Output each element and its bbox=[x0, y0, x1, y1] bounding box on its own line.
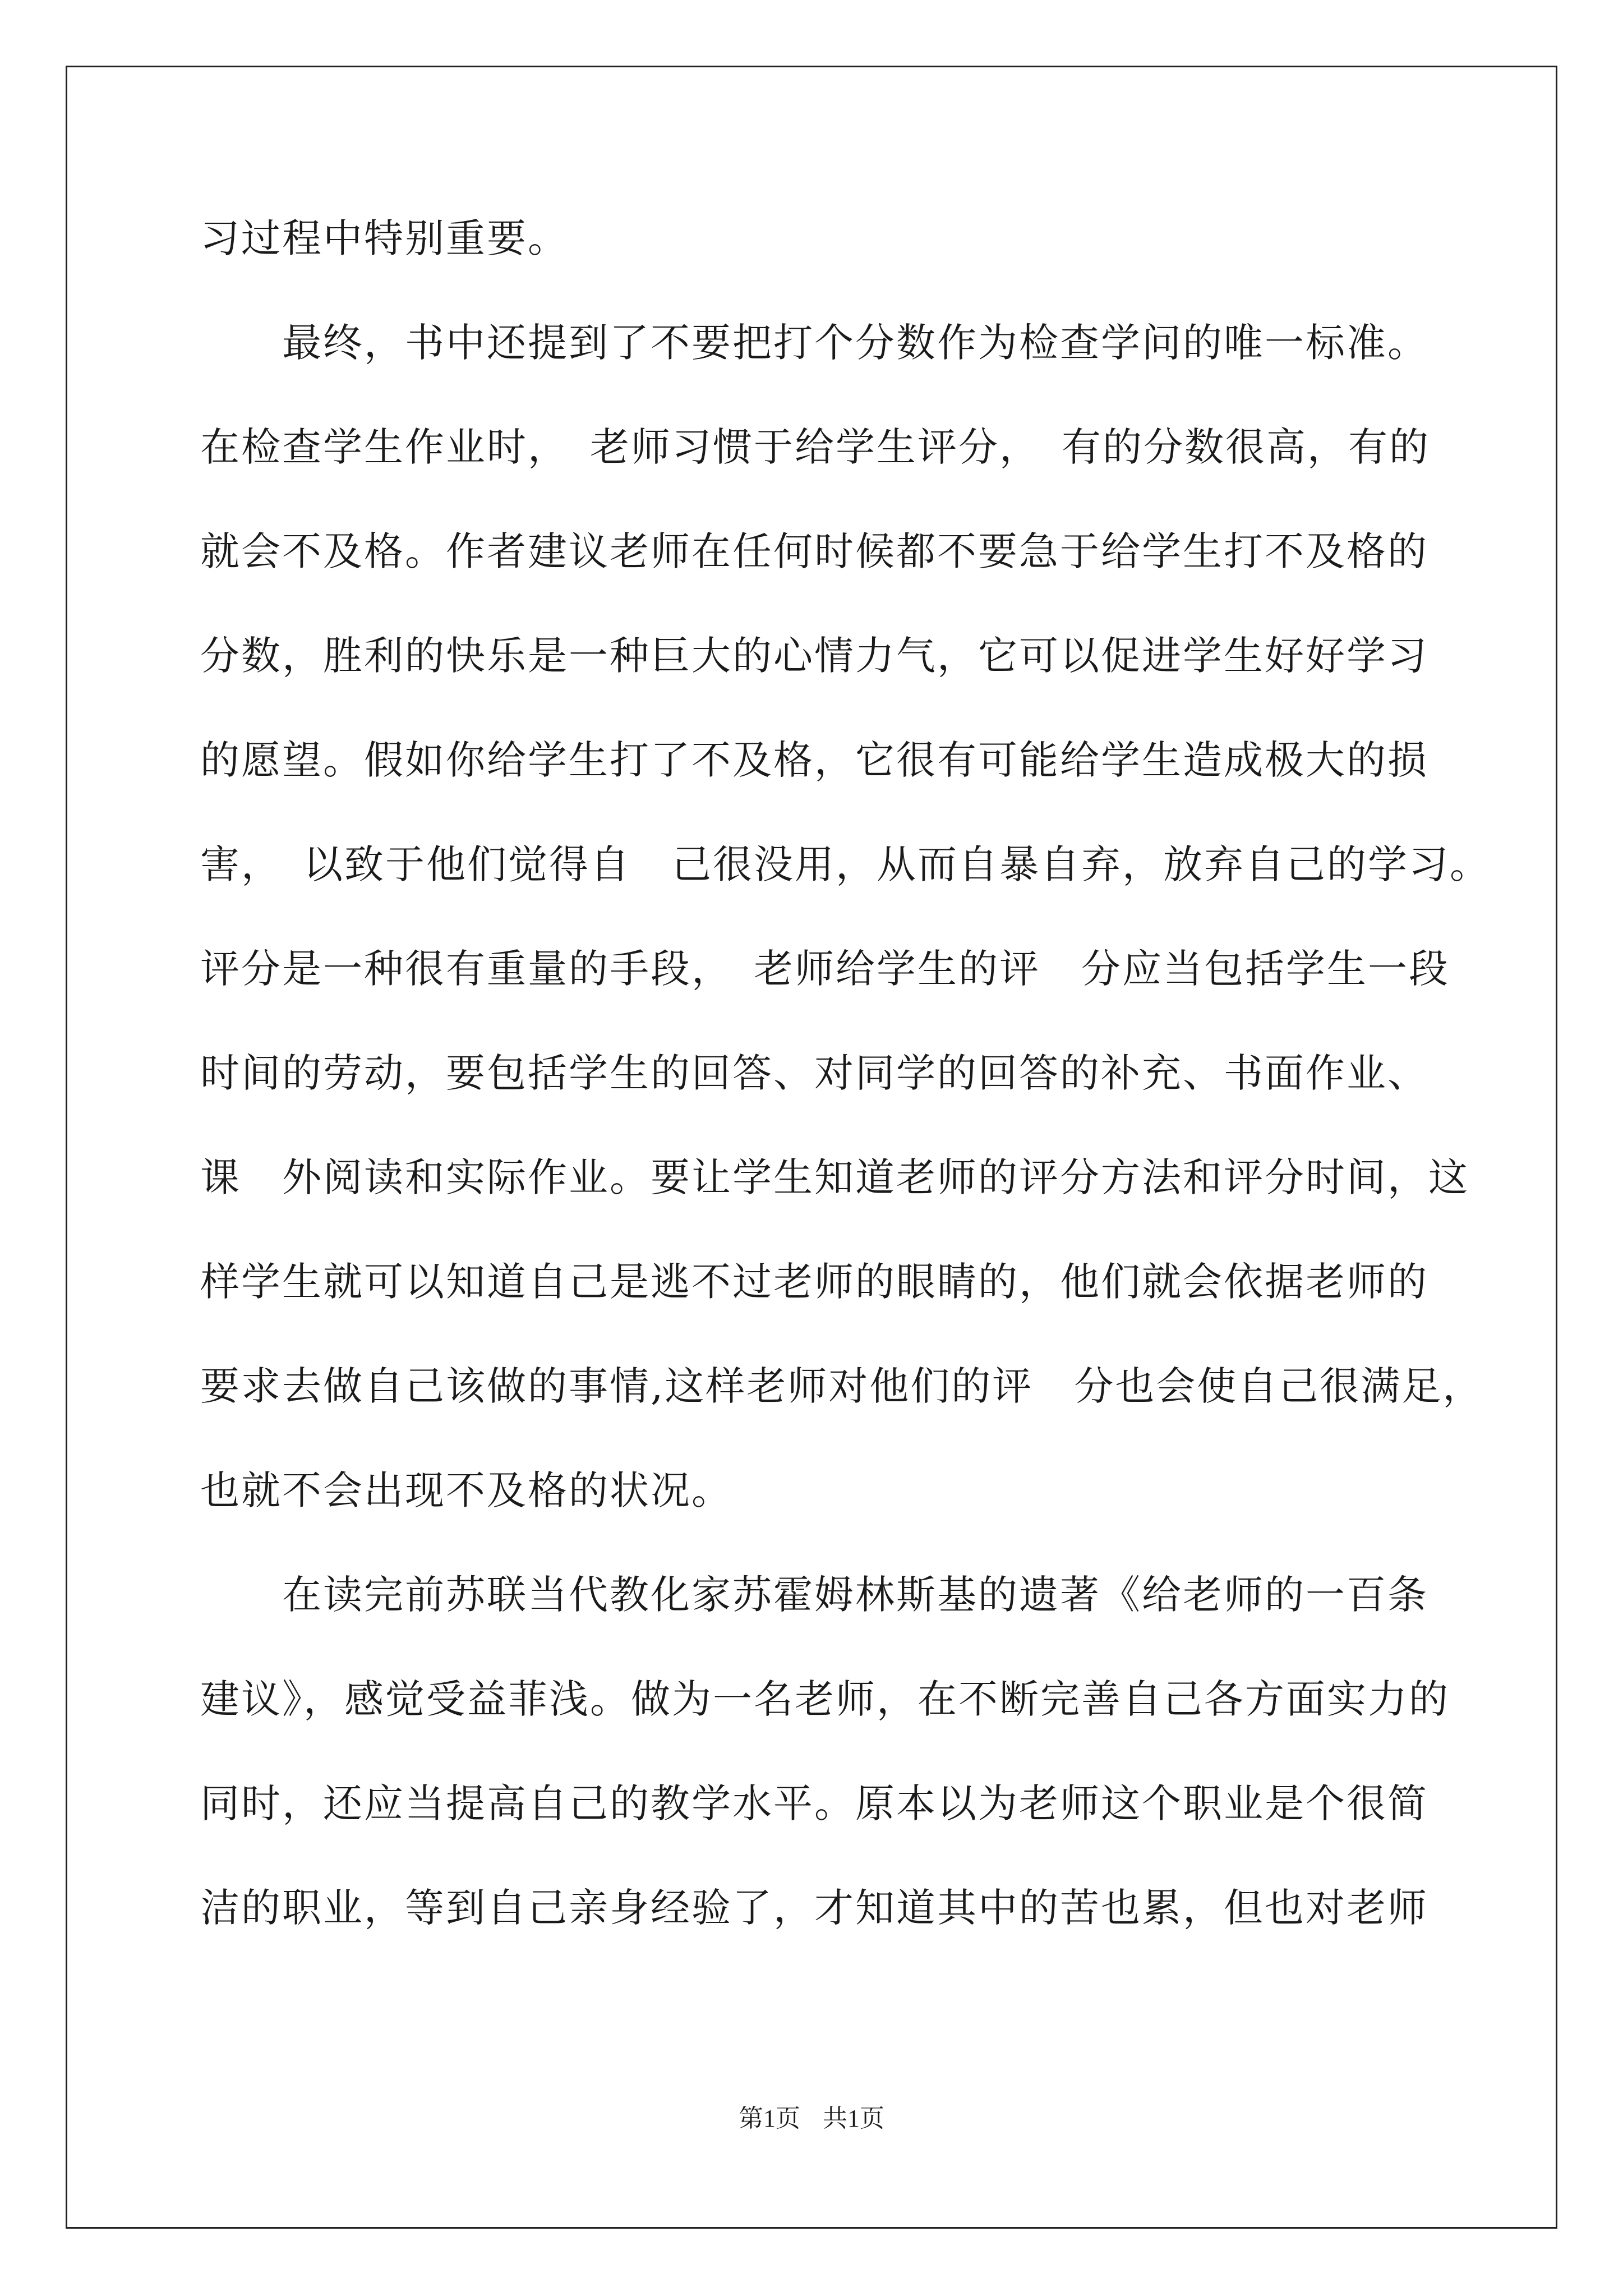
text-line: 就会不及格。作者建议老师在任何时候都不要急于给学生打不及格的 bbox=[200, 528, 1428, 574]
text-line: 的愿望。假如你给学生打了不及格，它很有可能给学生造成极大的损 bbox=[200, 737, 1428, 783]
text-line: 样学生就可以知道自己是逃不过老师的眼睛的，他们就会依据老师的 bbox=[200, 1259, 1428, 1305]
text-line: 评分是一种很有重量的手段， 老师给学生的评 分应当包括学生一段 bbox=[200, 946, 1450, 992]
text-line: 害， 以致于他们觉得自 己很没用，从而自暴自弃，放弃自己的学习。 bbox=[200, 841, 1491, 887]
text-line: 也就不会出现不及格的状况。 bbox=[200, 1467, 732, 1513]
text-line: 建议》，感觉受益菲浅。做为一名老师，在不断完善自己各方面实力的 bbox=[200, 1676, 1450, 1722]
text-line: 在读完前苏联当代教化家苏霍姆林斯基的遗著《给老师的一百条 bbox=[200, 1572, 1428, 1618]
text-line: 在检查学生作业时， 老师习惯于给学生评分， 有的分数很高，有的 bbox=[200, 424, 1430, 470]
text-line: 洁的职业，等到自己亲身经验了，才知道其中的苦也累，但也对老师 bbox=[200, 1885, 1428, 1931]
text-line: 分数，胜利的快乐是一种巨大的心情力气，它可以促进学生好好学习 bbox=[200, 633, 1428, 679]
page-footer bbox=[0, 2098, 1623, 2134]
text-line: 最终，书中还提到了不要把打个分数作为检查学问的唯一标准。 bbox=[200, 320, 1428, 366]
text-line: 要求去做自己该做的事情,这样老师对他们的评 分也会使自己很满足， bbox=[200, 1363, 1484, 1409]
page-number-total: 共1页 bbox=[823, 2105, 884, 2132]
text-line: 同时，还应当提高自己的教学水平。原本以为老师这个职业是个很简 bbox=[200, 1780, 1428, 1826]
page-number-current: 第1页 bbox=[739, 2105, 800, 2132]
text-line: 时间的劳动，要包括学生的回答、对同学的回答的补充、书面作业、 bbox=[200, 1050, 1428, 1096]
text-line: 课 外阅读和实际作业。要让学生知道老师的评分方法和评分时间，这 bbox=[200, 1154, 1469, 1200]
text-line: 习过程中特别重要。 bbox=[200, 215, 569, 261]
